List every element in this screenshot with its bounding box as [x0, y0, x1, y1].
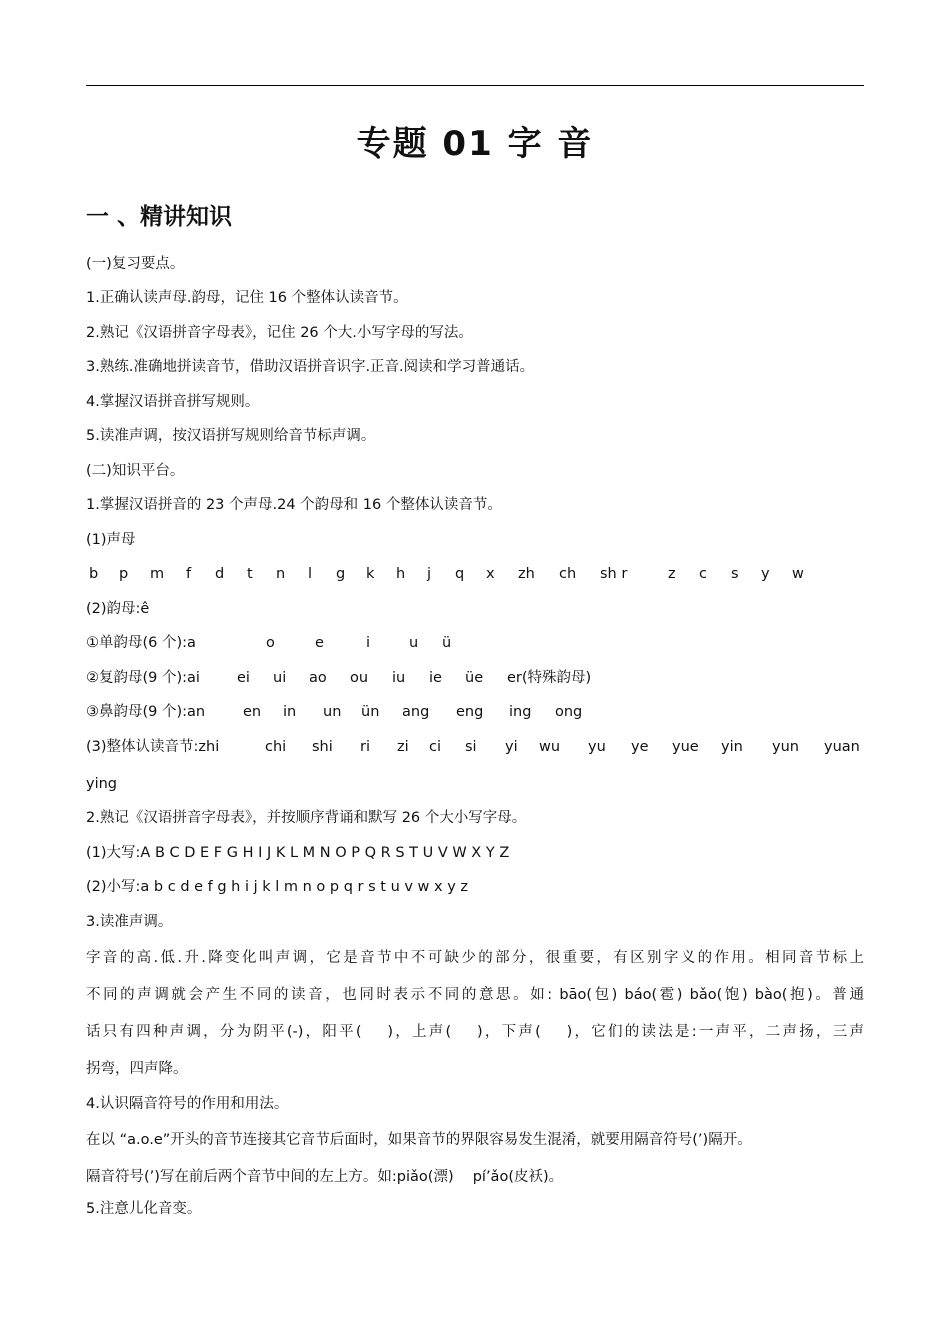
simple-final: e [315, 635, 324, 651]
initial-consonant: x [486, 566, 495, 582]
review-point-3: 3.熟练.准确地拼读音节，借助汉语拼音识字.正音.阅读和学习普通话。 [86, 359, 535, 375]
separator-paragraph-line: 在以 “a.o.e”开头的音节连接其它音节后面时，如果音节的界限容易发生混淆，就要用隔音符号(’)隔开。 [86, 1132, 752, 1148]
review-point-5: 5.读准声调，按汉语拼写规则给音节标声调。 [86, 428, 376, 444]
whole-syllables-row [86, 737, 864, 757]
whole-syllable: yuan [824, 739, 860, 755]
initial-consonant: q [455, 566, 465, 582]
initials-label: (1)声母 [86, 532, 136, 548]
initial-consonant: j [427, 566, 432, 582]
initial-consonant: c [699, 566, 707, 582]
compound-final: ao [309, 670, 327, 686]
whole-syllable: zi [397, 739, 409, 755]
review-point-4: 4.掌握汉语拼音拼写规则。 [86, 394, 260, 410]
simple-final: i [366, 635, 371, 651]
compound-final: üe [465, 670, 484, 686]
initial-consonant: sh r [600, 566, 628, 582]
knowledge-point-3: 3.读准声调。 [86, 914, 173, 930]
compound-final: ou [350, 670, 369, 686]
initial-consonant: b [89, 566, 99, 582]
section-heading: 一 、精讲知识 [86, 204, 233, 230]
tone-paragraph-line: 字音的高.低.升.降变化叫声调，它是音节中不可缺少的部分，很重要，有区别字义的作用。相同音节标上 [86, 950, 864, 966]
tone-paragraph-line: 话只有四种声调，分为阴平(-)，阳平( )，上声( )，下声( )，它们的读法是:一声平，二声扬，三声 [86, 1024, 864, 1040]
whole-syllable: yun [772, 739, 799, 755]
simple-finals-row [86, 633, 864, 653]
whole-syllables-continued: ying [86, 776, 118, 792]
nasal-final: in [283, 704, 297, 720]
knowledge-point-4: 4.认识隔音符号的作用和用法。 [86, 1096, 289, 1112]
initials-row [86, 564, 864, 584]
initial-consonant: ch [559, 566, 577, 582]
nasal-final: ang [402, 704, 430, 720]
knowledge-point-5: 5.注意儿化音变。 [86, 1201, 202, 1217]
simple-finals-label: ①单韵母(6 个):a [86, 635, 196, 651]
nasal-final: eng [456, 704, 484, 720]
review-point-2: 2.熟记《汉语拼音字母表》，记住 26 个大.小写字母的写法。 [86, 325, 473, 341]
finals-label: (2)韵母:ê [86, 601, 150, 617]
initial-consonant: k [366, 566, 375, 582]
whole-syllable: yu [588, 739, 606, 755]
tone-paragraph-line: 拐弯，四声降。 [86, 1061, 188, 1077]
review-point-1: 1.正确认读声母.韵母，记住 16 个整体认读音节。 [86, 290, 408, 306]
compound-finals-label: ②复韵母(9 个):ai [86, 670, 200, 686]
whole-syllable: wu [539, 739, 561, 755]
initial-consonant: n [276, 566, 286, 582]
whole-syllables-label: (3)整体认读音节:zhi [86, 739, 220, 755]
whole-syllable: yin [721, 739, 743, 755]
whole-syllable: ci [429, 739, 442, 755]
initial-consonant: d [215, 566, 225, 582]
whole-syllable: yi [505, 739, 518, 755]
initial-consonant: t [247, 566, 253, 582]
review-points-heading: (一)复习要点。 [86, 256, 185, 272]
initial-consonant: g [336, 566, 346, 582]
nasal-finals-label: ③鼻韵母(9 个):an [86, 704, 206, 720]
initial-consonant: l [308, 566, 313, 582]
initial-consonant: s [731, 566, 739, 582]
initial-consonant: h [396, 566, 406, 582]
nasal-finals-row [86, 702, 864, 722]
initial-consonant: zh [518, 566, 535, 582]
initial-consonant: m [150, 566, 165, 582]
whole-syllable: si [465, 739, 477, 755]
uppercase-alphabet: (1)大写:A B C D E F G H I J K L M N O P Q R S T U V W X Y Z [86, 845, 510, 861]
knowledge-point-1: 1.掌握汉语拼音的 23 个声母.24 个韵母和 16 个整体认读音节。 [86, 497, 502, 513]
simple-final: u [409, 635, 419, 651]
initial-consonant: p [119, 566, 129, 582]
nasal-final: ün [361, 704, 380, 720]
nasal-final: ong [555, 704, 583, 720]
compound-final: iu [392, 670, 406, 686]
header-rule [86, 85, 864, 86]
nasal-final: en [243, 704, 262, 720]
simple-final: ü [442, 635, 452, 651]
initial-consonant: f [186, 566, 192, 582]
compound-final: er(特殊韵母) [507, 670, 592, 686]
whole-syllable: yue [672, 739, 699, 755]
lowercase-alphabet: (2)小写:a b c d e f g h i j k l m n o p q r s t u v w x y z [86, 879, 469, 895]
compound-final: ui [273, 670, 287, 686]
knowledge-point-2: 2.熟记《汉语拼音字母表》，并按顺序背诵和默写 26 个大小写字母。 [86, 810, 527, 826]
compound-finals-row [86, 668, 864, 688]
knowledge-platform-heading: (二)知识平台。 [86, 463, 185, 479]
nasal-final: un [323, 704, 342, 720]
initial-consonant: w [792, 566, 804, 582]
whole-syllable: chi [265, 739, 287, 755]
simple-final: o [266, 635, 275, 651]
compound-final: ie [429, 670, 442, 686]
whole-syllable: ri [360, 739, 370, 755]
tone-paragraph-line: 不同的声调就会产生不同的读音，也同时表示不同的意思。如: bāo(包) báo(雹) bǎo(饱) bào(抱)。普通 [86, 987, 864, 1003]
initial-consonant: y [761, 566, 770, 582]
initial-consonant: z [668, 566, 676, 582]
compound-final: ei [237, 670, 250, 686]
whole-syllable: shi [312, 739, 333, 755]
nasal-final: ing [509, 704, 532, 720]
whole-syllable: ye [631, 739, 649, 755]
separator-paragraph-line: 隔音符号(’)写在前后两个音节中间的左上方。如:piǎo(漂) pí’ǎo(皮袄)。 [86, 1169, 564, 1185]
page-title: 专题 01 字 音 [356, 124, 594, 164]
